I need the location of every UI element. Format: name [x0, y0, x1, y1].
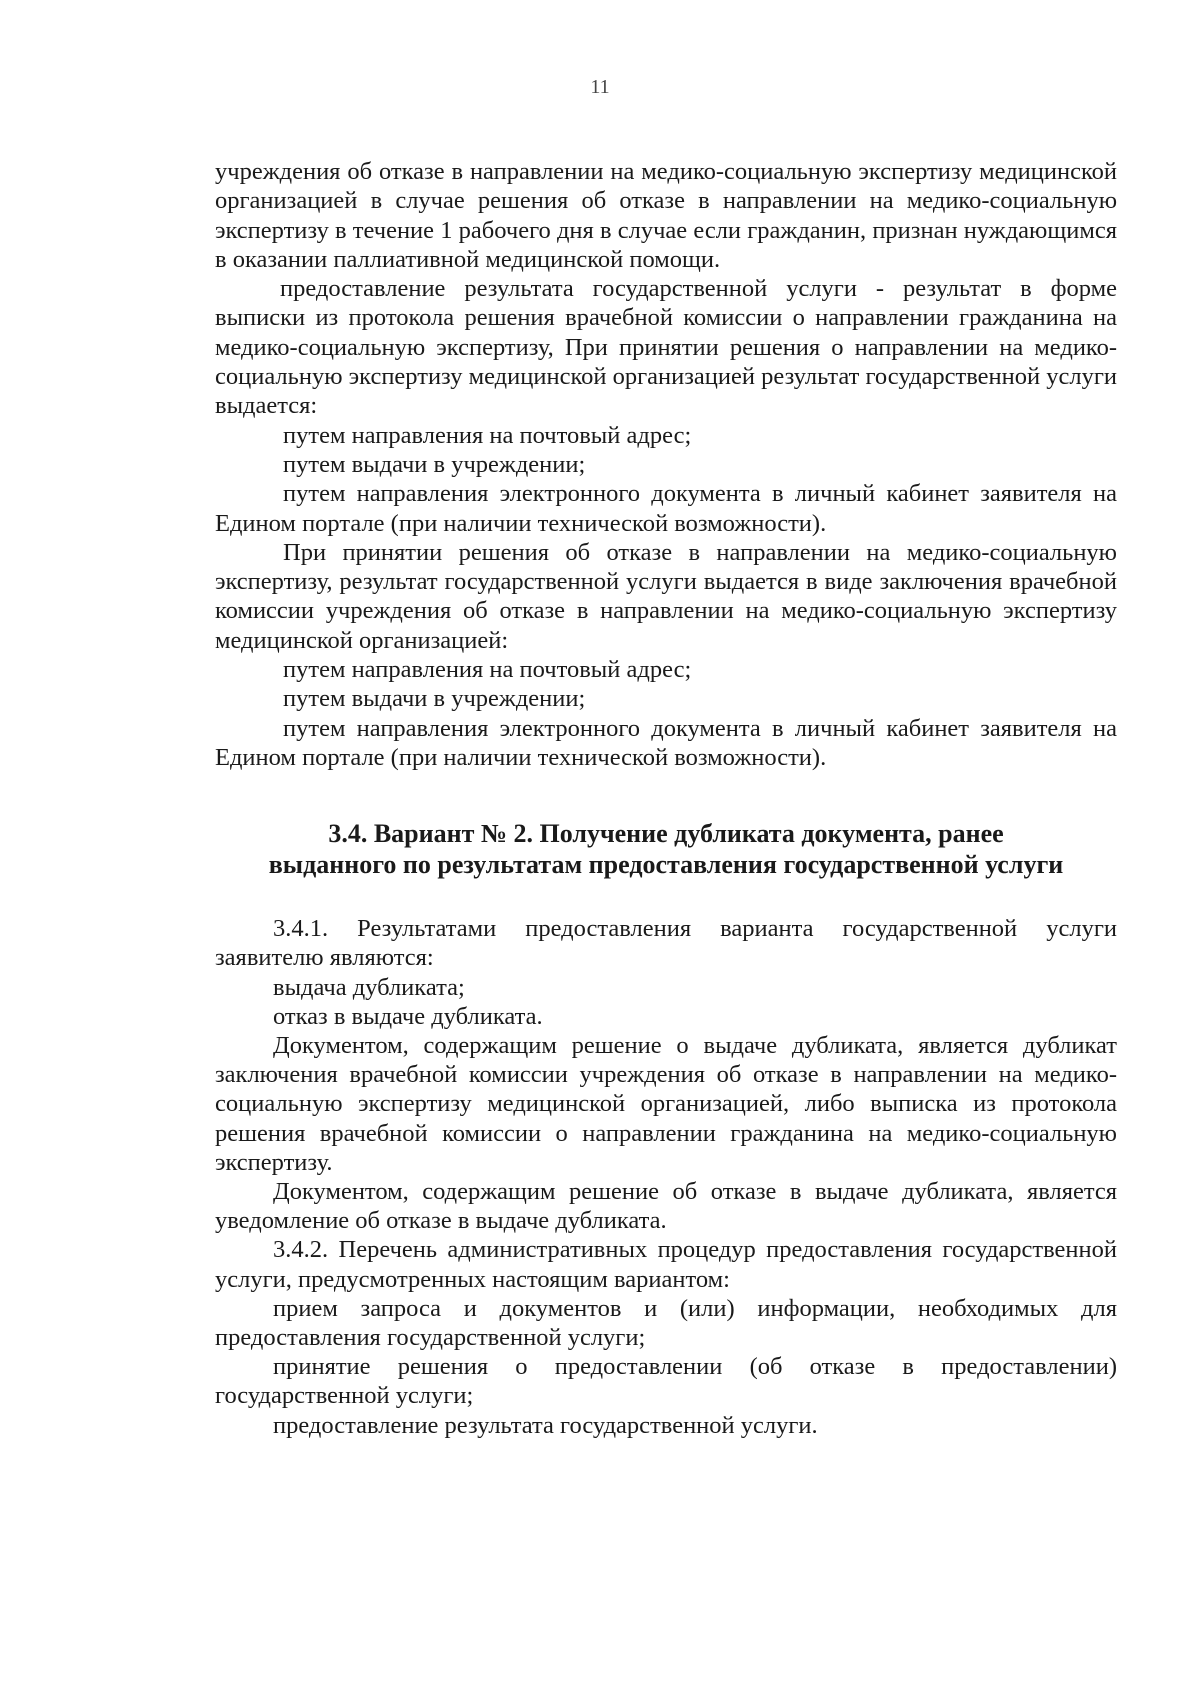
list-item: путем выдачи в учреждении;	[283, 450, 586, 478]
list-item: путем выдачи в учреждении;	[283, 685, 586, 713]
bottom-text-block	[215, 914, 1117, 1440]
paragraph: 3.4.1. Результатами предоставления варианта государственной услуги заявителю являются:	[215, 915, 1117, 972]
paragraph: Документом, содержащим решение об отказе в выдаче дубликата, является уведомление об отказе в выдаче дубликата.	[215, 1178, 1117, 1235]
list-item: выдача дубликата;	[273, 973, 465, 1001]
list-item: путем направления электронного документа в личный кабинет заявителя на Едином портале (при наличии технической возможности).	[215, 714, 1117, 771]
top-text-block	[215, 157, 1117, 772]
section-heading-line: 3.4. Вариант № 2. Получение дубликата документа, ранее	[328, 819, 1004, 849]
document-body	[215, 157, 1117, 1440]
paragraph: предоставление результата государственной услуги - результат в форме выписки из протокола решения врачебной комиссии о направлении гражданина на медико-социальную экспертизу, При принятии решения о направлении на медико-социальную экспертизу медицинской организацией результат государственной услуги выдается:	[215, 275, 1117, 420]
list-item: путем направления на почтовый адрес;	[283, 656, 692, 684]
paragraph: При принятии решения об отказе в направлении на медико-социальную экспертизу, результат государственной услуги выдается в виде заключения врачебной комиссии учреждения об отказе в направлении на медико-социальную экспертизу медицинской организацией:	[215, 538, 1117, 654]
section-heading	[215, 818, 1117, 880]
page-number: 11	[590, 76, 610, 98]
list-item: прием запроса и документов и (или) информации, необходимых для предоставления государственной услуги;	[215, 1294, 1117, 1352]
section-heading-line: выданного по результатам предоставления государственной услуги	[268, 850, 1064, 880]
list-item: путем направления на почтовый адрес;	[283, 421, 692, 449]
list-item: путем направления электронного документа в личный кабинет заявителя на Едином портале (при наличии технической возможности).	[215, 480, 1117, 537]
paragraph: 3.4.2. Перечень административных процедур предоставления государственной услуги, предусмотренных настоящим вариантом:	[215, 1236, 1117, 1293]
paragraph: Документом, содержащим решение о выдаче дубликата, является дубликат заключения врачебной комиссии учреждения об отказе в направлении на медико-социальную экспертизу медицинской организацией, либо выписка из протокола решения врачебной комиссии о направлении гражданина на медико-социальную экспертизу.	[215, 1032, 1117, 1176]
paragraph: учреждения об отказе в направлении на медико-социальную экспертизу медицинской организацией в случае решения об отказе в направлении на медико-социальную экспертизу в течение 1 рабочего дня в случае если гражданин, признан нуждающимся в оказании паллиативной медицинской помощи.	[215, 158, 1117, 273]
list-item: отказ в выдаче дубликата.	[273, 1002, 543, 1030]
list-item: принятие решения о предоставлении (об отказе в предоставлении) государственной услуги;	[215, 1353, 1117, 1410]
list-item: предоставление результата государственной услуги.	[273, 1411, 818, 1439]
